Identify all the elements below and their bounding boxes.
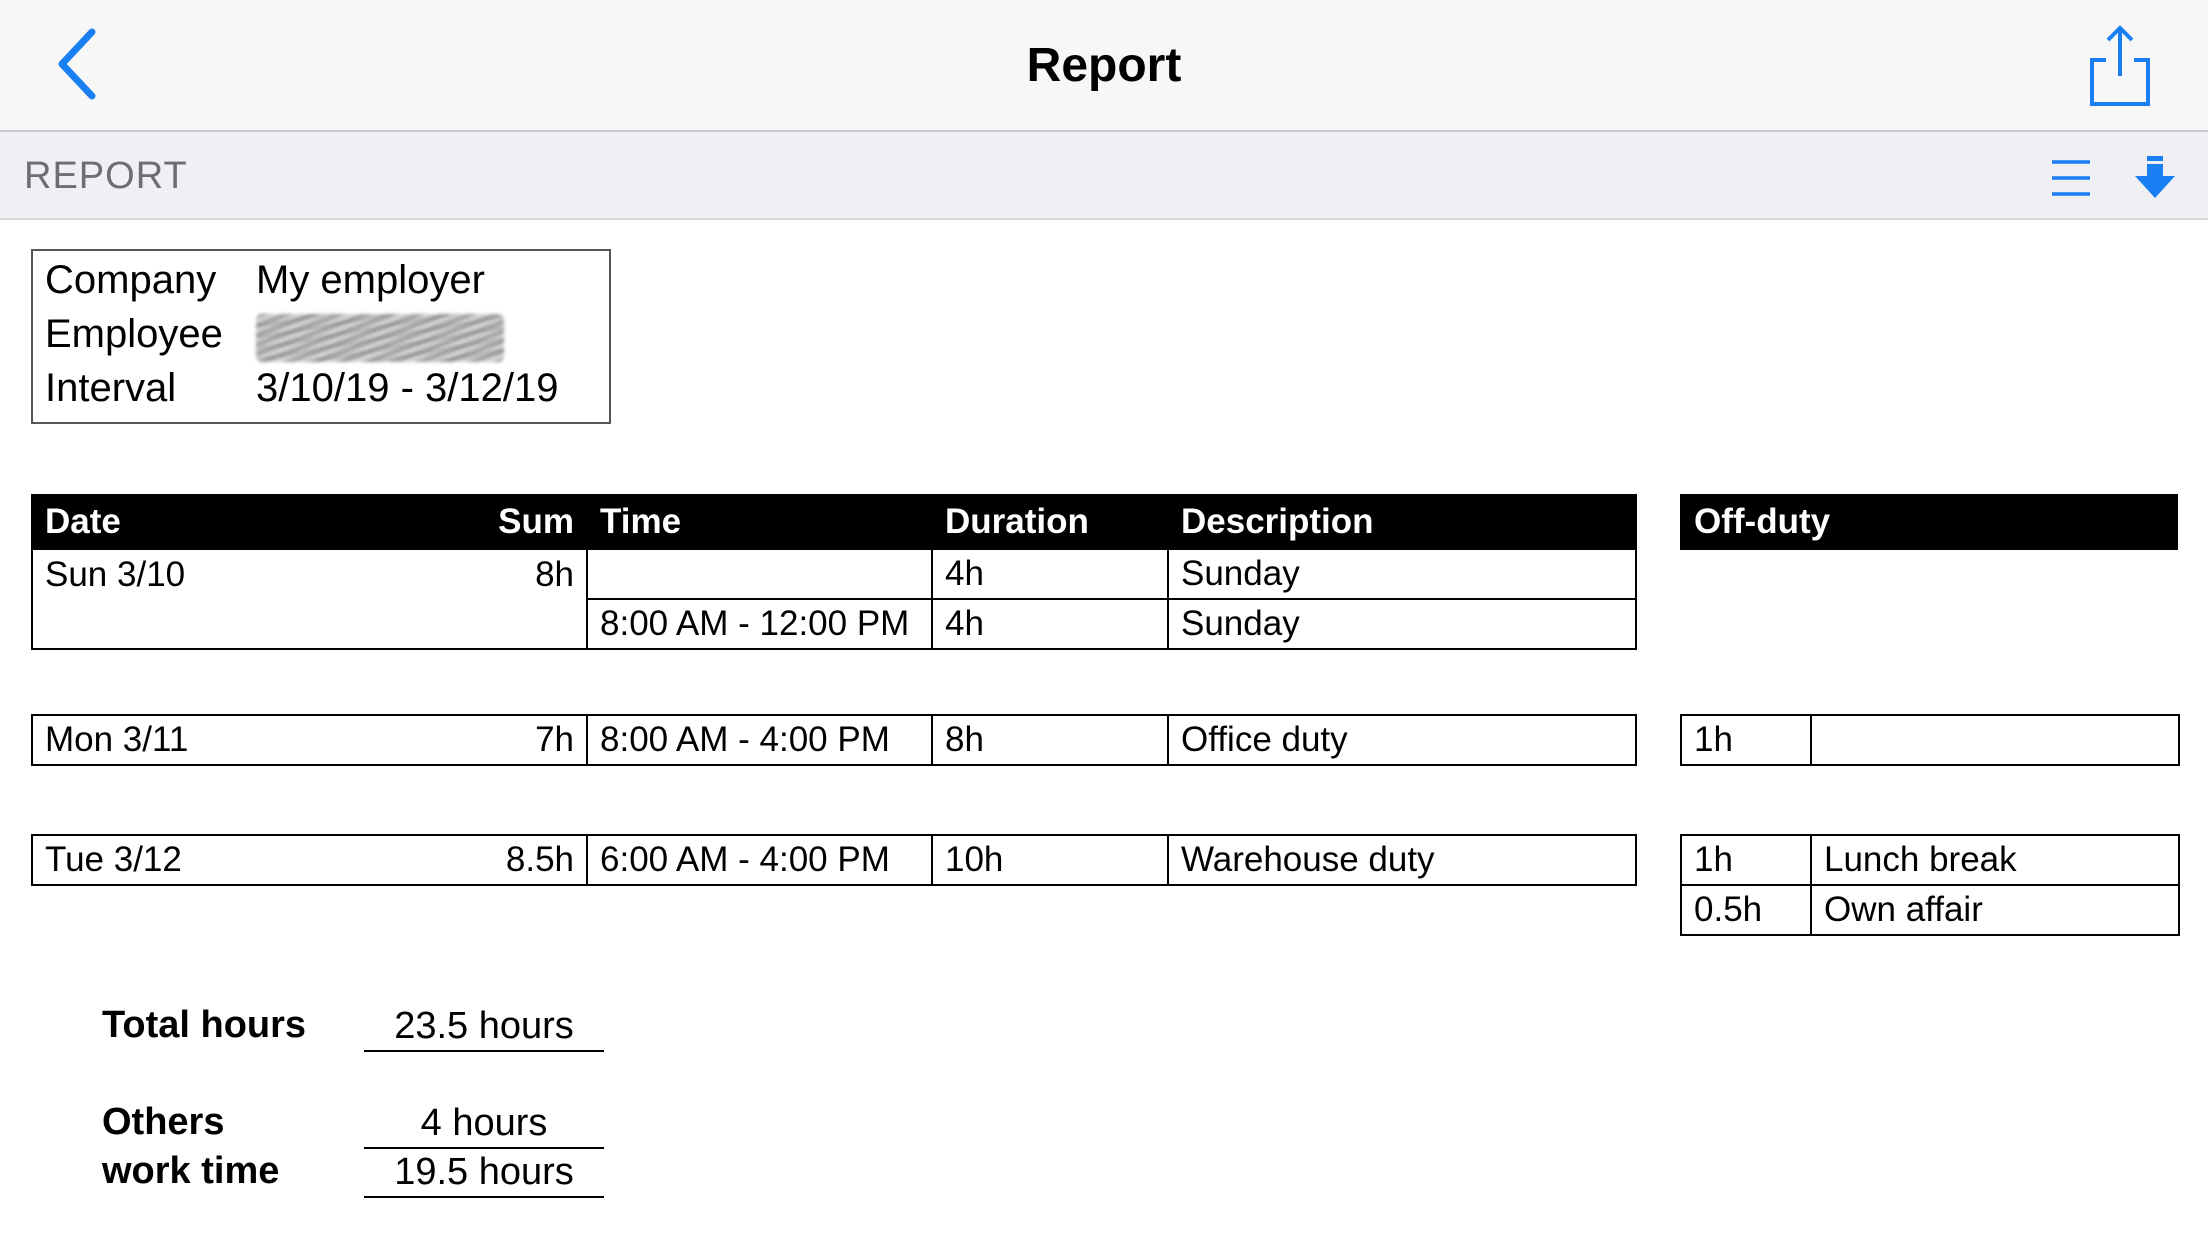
header-description: Description (1168, 495, 1636, 549)
share-icon (2080, 18, 2160, 114)
report-table-day-3 (31, 834, 1637, 886)
download-button[interactable] (2130, 154, 2180, 204)
off-duty-header-table (1680, 494, 2178, 550)
day-date-sum-empty (32, 599, 587, 649)
table-row (32, 599, 1636, 649)
day-date-sum (32, 835, 587, 885)
work-time-label: work time (102, 1150, 280, 1192)
page-title: Report (1026, 39, 1182, 92)
company-label: Company (45, 258, 217, 302)
employee-value-redacted (256, 314, 504, 362)
entry-time: 6:00 AM - 4:00 PM (587, 835, 932, 885)
off-duty-reason: Lunch break (1811, 835, 2179, 885)
table-row (1681, 885, 2179, 935)
employee-label: Employee (45, 312, 223, 356)
total-hours-value: 23.5 hours (364, 1002, 604, 1052)
header-date-sum (32, 495, 587, 549)
header-date: Date (45, 502, 121, 541)
table-header-row (32, 495, 1636, 549)
header-off-duty: Off-duty (1681, 495, 2177, 549)
entry-time (587, 549, 932, 599)
work-time-value: 19.5 hours (364, 1148, 604, 1198)
day-date-sum (32, 549, 587, 599)
company-value: My employer (256, 258, 485, 302)
download-arrow-icon (2130, 154, 2180, 204)
day-date: Sun 3/10 (45, 554, 186, 594)
entry-duration: 10h (932, 835, 1168, 885)
day-sum: 7h (535, 720, 574, 759)
entry-description: Sunday (1168, 599, 1636, 649)
entry-time: 8:00 AM - 4:00 PM (587, 715, 932, 765)
table-row (32, 549, 1636, 599)
share-button[interactable] (2080, 18, 2160, 114)
day-date: Tue 3/12 (45, 840, 182, 879)
entry-duration: 4h (932, 549, 1168, 599)
off-duty-duration: 1h (1681, 715, 1811, 765)
day-sum: 8.5h (505, 840, 574, 879)
off-duty-reason (1811, 715, 2179, 765)
entry-description: Office duty (1168, 715, 1636, 765)
report-table-day-1 (31, 494, 1637, 650)
off-duty-duration: 0.5h (1681, 885, 1811, 935)
day-date-sum (32, 715, 587, 765)
off-duty-duration: 1h (1681, 835, 1811, 885)
off-duty-table-day-2 (1680, 714, 2180, 766)
interval-value: 3/10/19 - 3/12/19 (256, 366, 559, 410)
section-header (0, 132, 2208, 220)
others-label: Others (102, 1101, 225, 1143)
table-row (32, 715, 1636, 765)
header-duration: Duration (932, 495, 1168, 549)
entry-description: Sunday (1168, 549, 1636, 599)
others-value: 4 hours (364, 1099, 604, 1149)
interval-label: Interval (45, 366, 177, 410)
entry-time: 8:00 AM - 12:00 PM (587, 599, 932, 649)
section-title: REPORT (24, 155, 188, 197)
day-date: Mon 3/11 (45, 720, 189, 759)
off-duty-table-day-3 (1680, 834, 2180, 936)
off-duty-reason: Own affair (1811, 885, 2179, 935)
header-time: Time (587, 495, 932, 549)
table-row (1681, 835, 2179, 885)
entry-duration: 4h (932, 599, 1168, 649)
day-sum: 8h (535, 554, 574, 594)
table-row (1681, 715, 2179, 765)
total-hours-label: Total hours (102, 1004, 307, 1046)
menu-button[interactable] (2048, 156, 2094, 200)
table-row (32, 835, 1636, 885)
entry-duration: 8h (932, 715, 1168, 765)
header-sum: Sum (498, 502, 574, 541)
report-table-day-2 (31, 714, 1637, 766)
entry-description: Warehouse duty (1168, 835, 1636, 885)
list-icon (2048, 156, 2094, 200)
